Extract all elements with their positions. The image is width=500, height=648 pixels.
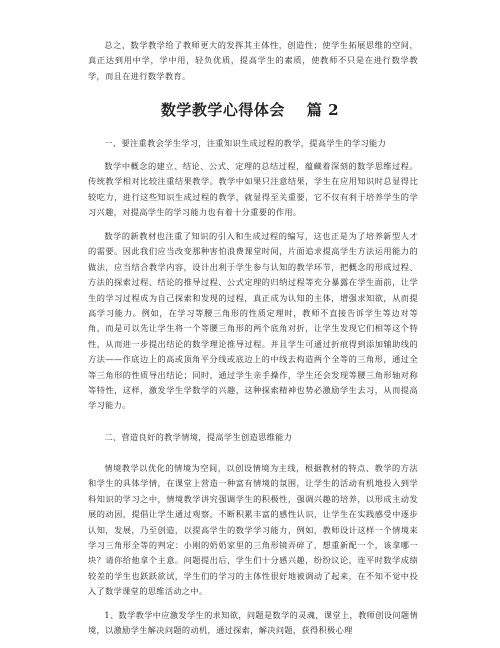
section1-paragraph-1: 数学中概念的建立、结论、公式、定理的总结过程，蕴藏着深刻的数学思维过程。传统教学相对比较注重结果教学。教学中如果只注意结果，学生在应用知识时总显得比较吃力，进行这些知识生成过程的教学，就显得至关重要，它不仅有利于培养学生的学习兴趣，对提高学生的学习能力也有着十分重要的作用。 bbox=[88, 161, 418, 218]
title-main: 数学教学心得体会 bbox=[160, 101, 285, 119]
section1-heading: 一、要注重教会学生学习，注重知识生成过程的教学，提高学生的学习能力 bbox=[104, 138, 387, 148]
section2-paragraph-2: 1、数学教学中应激发学生的求知欲，问题是数学的灵魂，课堂上，教师创设问题情境，以激励学生解决问题的动机，通过探索，解决问题，获得积极心理 bbox=[88, 610, 418, 636]
section1-paragraph-2: 数学的新教材也注重了知识的引入和生成过程的编写，这也正是为了培养新型人才的需要。因此我们应当改变那种害怕浪费课堂时间，片面追求提高学生方法运用能力的做法，应当结合教学内容，设计出利于学生参与认知的教学环节，把概念的形成过程、方法的探索过程、结论的推导过程、公式定理的归纳过程等充分暴露在学生面前，让学生的学习过程成为自己探索和发现的过程，真正成为认知的主体，增强求知欲，从而提高学习能力。例如，在学习等腰三角形的性质定理时，教师不直接告诉学生等边对等角，而是可以先让学生将一个等腰三角形的两个底角对折，让学生发现它们相等这个特性，从而进一步提出结论的数学理论推导过程。并且学生可通过折痕得到添加辅助线的方法——作底边上的高或顶角平分线或底边上的中线去构造两个全等的三角形，通过全等三角形的性质导出结论；同时，通过学生亲手操作，学生还会发现等腰三角形轴对称等特性，这样，激发学生学数学的兴趣，这种探索精神也势必激励学生去习，从而提高学习能力。 bbox=[88, 231, 418, 411]
section2-paragraph-1: 情境教学以优化的情境为空间，以创设情境为主线，根据教材的特点、教学的方法和学生的具体学情，在课堂上营造一种富有情境的氛围，让学生的活动有机地投入到学科知识的学习之中，情境教学讲究强调学生的积极性，强调兴趣的培养，以形成主动发展的动因，提倡让学生通过观察，不断积累丰富的感性认识，让学生在实践感受中逐步认知，发展，乃至创造，以提高学生的数学学习能力，例如，教师设计这样一个情境来学习三角形全等的判定：小刚的奶奶家里的三角形镜弄碎了，想重新配一个，该拿哪一块？请你给他拿个主意。问题提出后，学生们十分感兴趣，纷纷议论，连平时数学成绩较差的学生也跃跃欲试，学生们的学习的主体性很好地被调动了起来，在不知不觉中投入了数学课堂的思维活动之中。 bbox=[88, 463, 418, 597]
title-suffix: 篇 2 bbox=[306, 101, 340, 119]
intro-paragraph: 总之，数学教学给了教师更大的发挥其主体性，创造性；使学生拓展思维的空间，真正达到用中学，学中用，轻负优质，提高学生的素质，使教师不只是在进行数学教学，而且在进行数学教育。 bbox=[88, 40, 418, 81]
page-title bbox=[0, 100, 500, 120]
section2-heading: 二、营造良好的教学情境，提高学生创造思维能力 bbox=[104, 432, 293, 442]
